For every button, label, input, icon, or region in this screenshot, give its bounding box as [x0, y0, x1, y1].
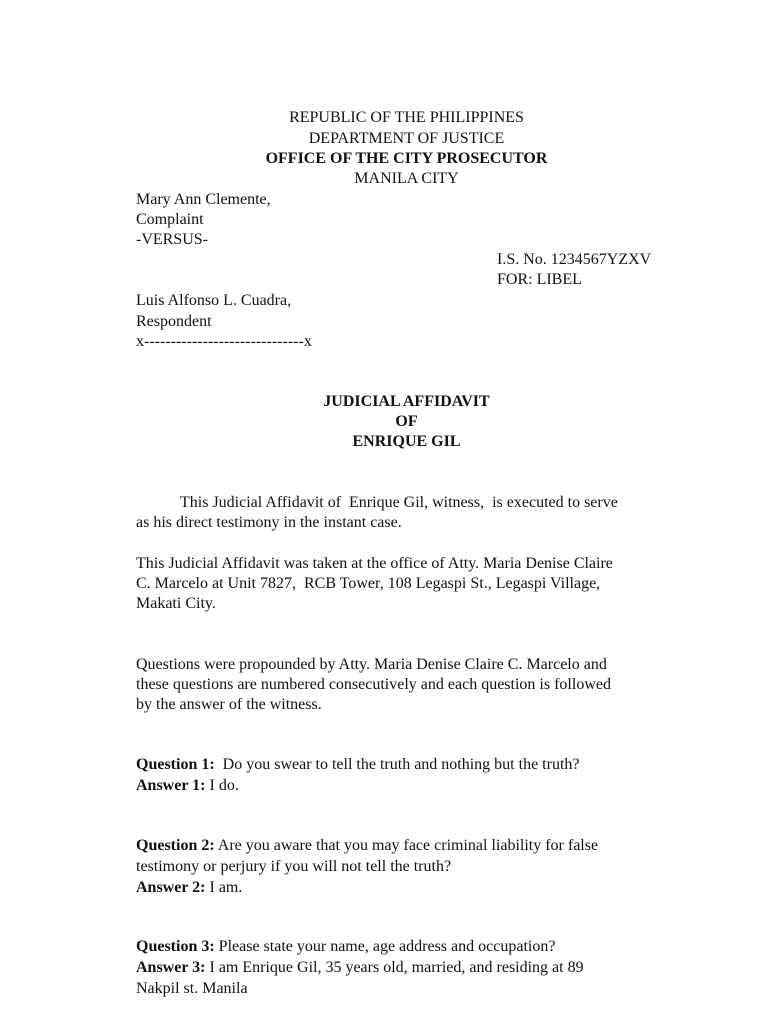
intro-p3-line1: Questions were propounded by Atty. Maria Denise Claire C. Marcelo and — [136, 656, 607, 673]
answer-3 — [136, 958, 676, 979]
header-office: OFFICE OF THE CITY PROSECUTOR — [265, 150, 548, 167]
versus-label: -VERSUS- — [136, 231, 209, 248]
question-1 — [136, 755, 676, 776]
respondent-name: Luis Alfonso L. Cuadra, — [136, 292, 292, 309]
answer-3-text: I am Enrique Gil, 35 years old, married, and residing at 89 — [205, 959, 584, 976]
answer-3-continued: Nakpil st. Manila — [136, 980, 248, 997]
title-judicial-affidavit: JUDICIAL AFFIDAVIT — [323, 393, 490, 410]
header-city: MANILA CITY — [354, 170, 459, 187]
qa-item-3 — [136, 937, 676, 1000]
qa-item-2 — [136, 836, 676, 899]
question-2-continued: testimony or perjury if you will not tell the truth? — [136, 858, 452, 875]
caption-separator: x------------------------------x — [136, 333, 312, 350]
answer-2 — [136, 878, 676, 899]
intro-p3-line3: by the answer of the witness. — [136, 696, 322, 713]
intro-paragraph-1 — [136, 493, 676, 533]
intro-p1-line2: as his direct testimony in the instant case. — [136, 514, 402, 531]
complainant-name: Mary Ann Clemente, — [136, 191, 271, 208]
question-2-label: Question 2: — [136, 837, 215, 854]
answer-2-text: I am. — [205, 879, 243, 896]
answer-1 — [136, 776, 676, 797]
answer-1-text: I do. — [205, 777, 239, 794]
question-1-label: Question 1: — [136, 756, 215, 773]
header-department: DEPARTMENT OF JUSTICE — [308, 130, 505, 147]
intro-p2-line2: C. Marcelo at Unit 7827, RCB Tower, 108 Legaspi St., Legaspi Village, — [136, 575, 601, 592]
case-number: I.S. No. 1234567YZXV — [497, 251, 652, 268]
intro-p2-line1: This Judicial Affidavit was taken at the office of Atty. Maria Denise Claire — [136, 555, 613, 572]
question-3 — [136, 937, 676, 958]
question-2-text: Are you aware that you may face criminal liability for false — [214, 837, 599, 854]
header-republic: REPUBLIC OF THE PHILIPPINES — [289, 109, 524, 126]
question-3-label: Question 3: — [136, 938, 215, 955]
intro-p1-line1: This Judicial Affidavit of Enrique Gil, witness, is executed to serve — [180, 494, 618, 511]
title-witness-name: ENRIQUE GIL — [352, 433, 461, 450]
answer-3-label: Answer 3: — [136, 959, 206, 976]
intro-p2-line3: Makati City. — [136, 595, 216, 612]
complainant-role: Complaint — [136, 211, 204, 228]
respondent-role: Respondent — [136, 313, 212, 330]
question-1-text: Do you swear to tell the truth and nothing but the truth? — [214, 756, 580, 773]
answer-2-label: Answer 2: — [136, 879, 206, 896]
intro-p3-line2: these questions are numbered consecutively and each question is followed — [136, 676, 611, 693]
intro-paragraph-3 — [136, 655, 676, 715]
title-of: OF — [395, 413, 418, 430]
question-2 — [136, 836, 676, 857]
question-3-text: Please state your name, age address and occupation? — [214, 938, 556, 955]
intro-paragraph-2 — [136, 554, 676, 614]
answer-1-label: Answer 1: — [136, 777, 206, 794]
case-for: FOR: LIBEL — [497, 271, 582, 288]
qa-item-1 — [136, 755, 676, 797]
